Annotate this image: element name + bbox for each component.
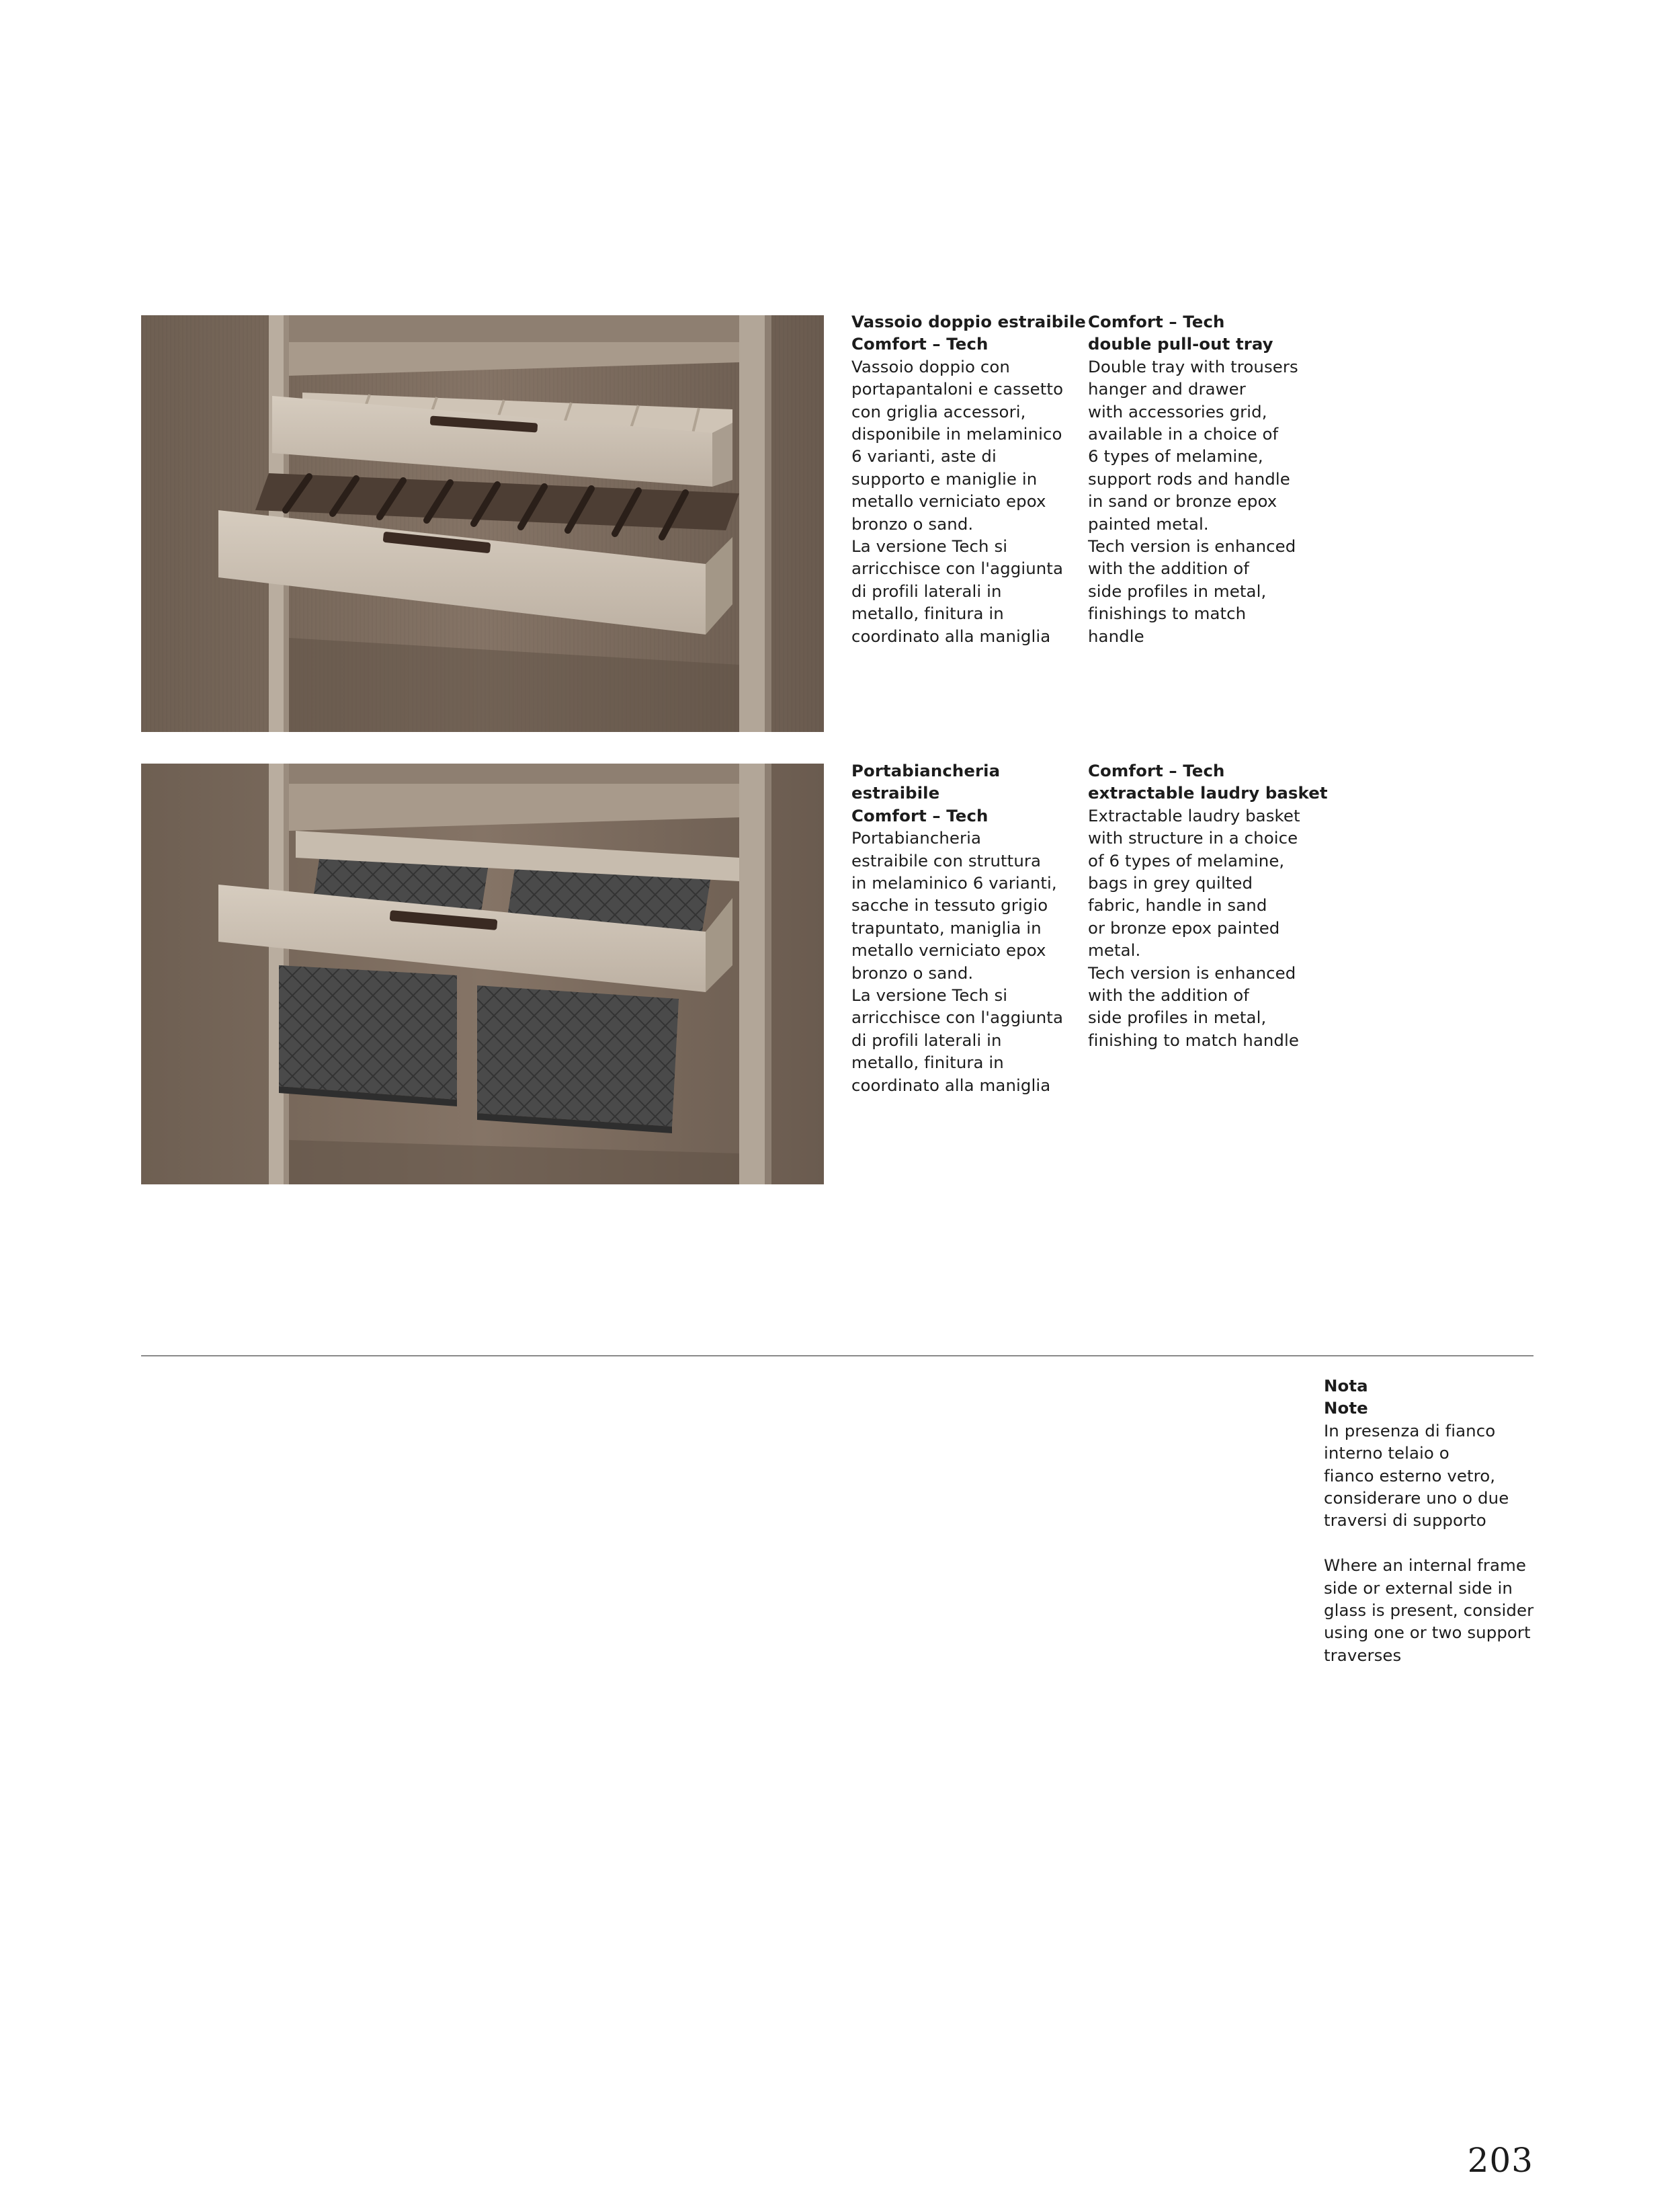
page-number: 203: [1467, 2141, 1534, 2180]
product-1-english-description: [1088, 311, 1316, 647]
product-2-english-body-line: with the addition of: [1088, 985, 1249, 1006]
product-1-english-body-line: painted metal.: [1088, 514, 1209, 534]
product-1-italian-body-line: Vassoio doppio con: [851, 356, 1010, 376]
product-2-english-description: [1088, 760, 1328, 1051]
note-title-english: Note: [1324, 1398, 1368, 1418]
note-english-line: side or external side in: [1324, 1578, 1513, 1598]
product-1-english-body-line: finishings to match: [1088, 604, 1247, 624]
product-1-english-title-line: Comfort – Tech: [1088, 312, 1225, 331]
product-1-english-body-line: side profiles in metal,: [1088, 581, 1267, 601]
photo-extractable-laundry-basket: [141, 764, 824, 1184]
product-2-italian-body-line: estraibile con struttura: [851, 850, 1042, 870]
product-1-italian-title-line: Comfort – Tech: [851, 334, 989, 354]
product-1-english-body-line: support rods and handle: [1088, 469, 1290, 489]
product-2-english-body-line: fabric, handle in sand: [1088, 895, 1267, 915]
note-italian-line: considerare uno o due: [1324, 1488, 1509, 1508]
note-paragraph-gap: [1324, 1532, 1539, 1554]
product-1-italian-title-line: Vassoio doppio estraibile: [851, 312, 1086, 331]
product-1-italian-body-line: disponibile in melaminico: [851, 424, 1062, 444]
product-2-italian-body-line: metallo, finitura in: [851, 1053, 1004, 1073]
note-italian-line: In presenza di fianco: [1324, 1420, 1496, 1440]
product-2-italian-body-line: bronzo o sand.: [851, 963, 974, 983]
product-1-italian-body-line: arricchisce con l'aggiunta: [851, 559, 1064, 579]
product-1-italian-body-line: 6 varianti, aste di: [851, 446, 997, 466]
note-title-italian: Nota: [1324, 1376, 1368, 1395]
product-2-english-body-line: side profiles in metal,: [1088, 1008, 1267, 1028]
product-2-english-body-line: metal.: [1088, 940, 1141, 961]
product-1-italian-body-line: di profili laterali in: [851, 581, 1002, 601]
note-italian-line: traversi di supporto: [1324, 1510, 1486, 1531]
product-2-english-body-line: with structure in a choice: [1088, 828, 1298, 848]
product-1-english-body-line: with accessories grid,: [1088, 401, 1267, 421]
product-2-italian-body-line: di profili laterali in: [851, 1030, 1002, 1050]
product-1-italian-body-line: portapantaloni e cassetto: [851, 379, 1064, 399]
product-2-italian-body-line: arricchisce con l'aggiunta: [851, 1008, 1064, 1028]
product-2-english-title-line: Comfort – Tech: [1088, 761, 1225, 780]
note-english-line: glass is present, consider: [1324, 1600, 1534, 1621]
product-1-italian-body-line: supporto e maniglie in: [851, 469, 1038, 489]
product-1-english-title-line: double pull-out tray: [1088, 334, 1273, 354]
product-1-english-body-line: Tech version is enhanced: [1088, 536, 1296, 557]
product-1-italian-body-line: metallo, finitura in: [851, 604, 1004, 624]
product-1-english-body-line: 6 types of melamine,: [1088, 446, 1263, 466]
product-2-italian-body-line: coordinato alla maniglia: [851, 1075, 1051, 1095]
note-english-line: traverses: [1324, 1645, 1402, 1665]
product-2-english-body-line: Tech version is enhanced: [1088, 963, 1296, 983]
product-1-italian-body-line: La versione Tech si: [851, 536, 1008, 557]
product-2-english-body-line: of 6 types of melamine,: [1088, 850, 1285, 870]
product-2-english-body-line: bags in grey quilted: [1088, 873, 1253, 893]
product-1-english-body-line: in sand or bronze epox: [1088, 491, 1277, 512]
product-2-italian-description: [851, 760, 1080, 1096]
product-2-italian-title-line: estraibile: [851, 783, 940, 803]
product-1-english-body-line: hanger and drawer: [1088, 379, 1246, 399]
product-2-italian-body-line: sacche in tessuto grigio: [851, 895, 1048, 915]
note-block: [1324, 1375, 1539, 1666]
note-english-line: Where an internal frame: [1324, 1555, 1526, 1576]
product-1-italian-body-line: con griglia accessori,: [851, 401, 1026, 421]
product-1-italian-description: [851, 311, 1086, 647]
product-1-english-body-line: with the addition of: [1088, 559, 1249, 579]
product-2-english-body-line: finishing to match handle: [1088, 1030, 1299, 1050]
product-2-italian-title-line: Portabiancheria: [851, 761, 1001, 780]
photo-double-pull-out-tray: [141, 315, 824, 732]
product-2-italian-body-line: La versione Tech si: [851, 985, 1008, 1006]
product-1-english-body-line: available in a choice of: [1088, 424, 1279, 444]
product-2-italian-body-line: metallo verniciato epox: [851, 940, 1046, 961]
note-italian-line: fianco esterno vetro,: [1324, 1465, 1496, 1485]
note-english-line: using one or two support: [1324, 1623, 1531, 1643]
product-1-english-body-line: handle: [1088, 626, 1144, 646]
note-italian-line: interno telaio o: [1324, 1443, 1450, 1463]
product-2-english-body-line: or bronze epox painted: [1088, 918, 1280, 938]
product-2-italian-title-line: Comfort – Tech: [851, 805, 989, 825]
product-2-italian-body-line: Portabiancheria: [851, 828, 982, 848]
product-2-italian-body-line: in melaminico 6 varianti,: [851, 873, 1057, 893]
product-2-italian-body-line: trapuntato, maniglia in: [851, 918, 1042, 938]
product-1-italian-body-line: coordinato alla maniglia: [851, 626, 1051, 646]
product-1-italian-body-line: bronzo o sand.: [851, 514, 974, 534]
product-1-english-body-line: Double tray with trousers: [1088, 356, 1298, 376]
product-2-english-title-line: extractable laudry basket: [1088, 783, 1328, 803]
product-1-italian-body-line: metallo verniciato epox: [851, 491, 1046, 512]
section-divider: [141, 1355, 1534, 1356]
product-2-english-body-line: Extractable laudry basket: [1088, 805, 1300, 825]
